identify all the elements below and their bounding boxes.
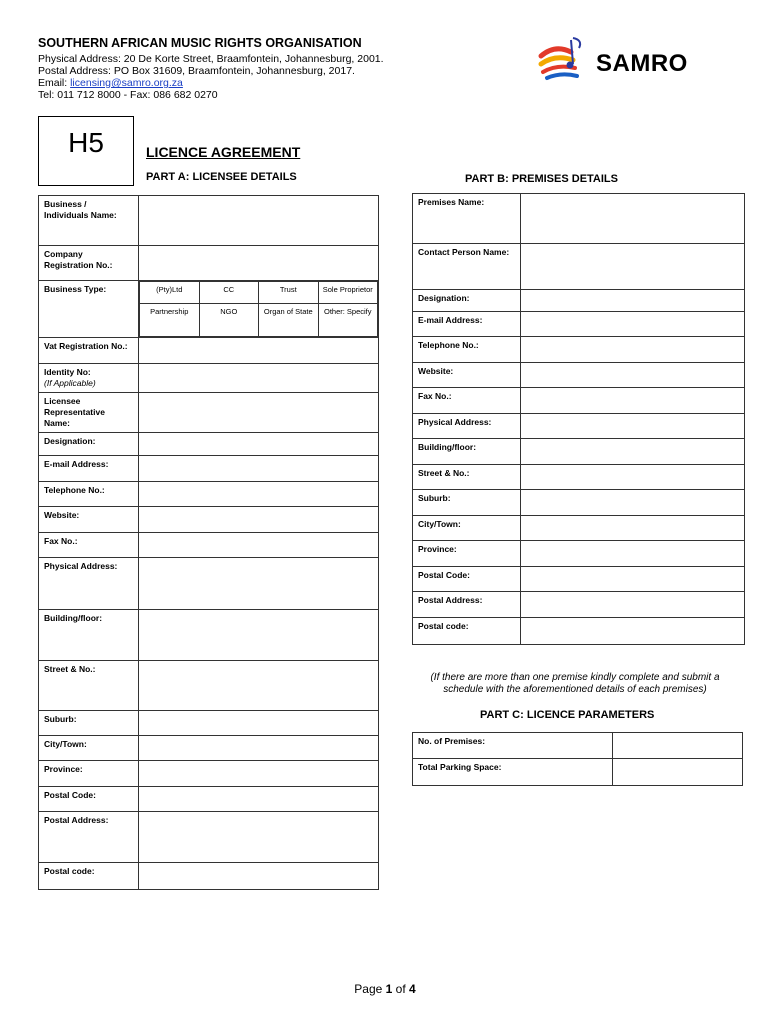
designation-label-b: Designation: [413, 290, 521, 312]
designation-field-b[interactable] [521, 290, 745, 312]
email-link[interactable]: licensing@samro.org.za [70, 77, 183, 89]
company-reg-label: Company Registration No.: [39, 246, 139, 281]
postal-code2-field-b[interactable] [521, 618, 745, 645]
type-option-other[interactable]: Other: Specify [318, 304, 378, 337]
type-option-trust[interactable]: Trust [259, 282, 319, 304]
street-field-b[interactable] [521, 465, 745, 490]
identity-label-text: Identity No: [44, 367, 91, 377]
part-c-heading: PART C: LICENCE PARAMETERS [480, 709, 655, 721]
vat-field[interactable] [139, 338, 379, 364]
postal-address-label-a: Postal Address: [39, 812, 139, 863]
type-option-ngo[interactable]: NGO [199, 304, 259, 337]
email-label: Email: [38, 77, 71, 89]
type-option-cc[interactable]: CC [199, 282, 259, 304]
contact-person-field[interactable] [521, 244, 745, 290]
postal-code2-label-b: Postal code: [413, 618, 521, 645]
part-b-heading: PART B: PREMISES DETAILS [465, 173, 618, 185]
website-label-a: Website: [39, 507, 139, 533]
business-type-label: Business Type: [39, 281, 139, 338]
website-field-a[interactable] [139, 507, 379, 533]
street-field-a[interactable] [139, 661, 379, 711]
part-a-heading: PART A: LICENSEE DETAILS [146, 171, 297, 183]
parking-field[interactable] [613, 759, 743, 786]
province-field-b[interactable] [521, 541, 745, 567]
type-option-partnership[interactable]: Partnership [140, 304, 200, 337]
telephone-label-b: Telephone No.: [413, 337, 521, 363]
licence-parameters-table [412, 732, 743, 786]
postal-address-field-a[interactable] [139, 812, 379, 863]
website-field-b[interactable] [521, 363, 745, 388]
premises-name-field[interactable] [521, 194, 745, 244]
province-label-a: Province: [39, 761, 139, 787]
type-option-sole-proprietor[interactable]: Sole Proprietor [318, 282, 378, 304]
designation-label: Designation: [39, 433, 139, 456]
email-label-a: E-mail Address: [39, 456, 139, 482]
suburb-label-a: Suburb: [39, 711, 139, 736]
premises-count-field[interactable] [613, 733, 743, 759]
physical-address-label-a: Physical Address: [39, 558, 139, 610]
company-reg-field[interactable] [139, 246, 379, 281]
org-name: SOUTHERN AFRICAN MUSIC RIGHTS ORGANISATION [38, 36, 362, 50]
tel-fax-line: Tel: 011 712 8000 - Fax: 086 682 0270 [38, 89, 218, 101]
contact-person-label: Contact Person Name: [413, 244, 521, 290]
email-label-b: E-mail Address: [413, 312, 521, 337]
website-label-b: Website: [413, 363, 521, 388]
form-code-box: H5 [38, 116, 134, 186]
suburb-label-b: Suburb: [413, 490, 521, 516]
postal-address-field-b[interactable] [521, 592, 745, 618]
premises-details-table [412, 193, 745, 645]
telephone-field-a[interactable] [139, 482, 379, 507]
email-field-a[interactable] [139, 456, 379, 482]
page-indicator [0, 982, 770, 996]
premises-count-label: No. of Premises: [413, 733, 613, 759]
physical-address-field-a[interactable] [139, 558, 379, 610]
business-type-options [139, 281, 379, 338]
building-label-b: Building/floor: [413, 439, 521, 465]
telephone-label-a: Telephone No.: [39, 482, 139, 507]
postal-code-field-a[interactable] [139, 787, 379, 812]
page-word: Page [354, 982, 386, 996]
fax-label-a: Fax No.: [39, 533, 139, 558]
business-name-label: Business / Individuals Name: [39, 196, 139, 246]
building-label-a: Building/floor: [39, 610, 139, 661]
city-field-a[interactable] [139, 736, 379, 761]
city-label-b: City/Town: [413, 516, 521, 541]
identity-label [39, 364, 139, 393]
type-option-organ-of-state[interactable]: Organ of State [259, 304, 319, 337]
parking-label: Total Parking Space: [413, 759, 613, 786]
street-label-b: Street & No.: [413, 465, 521, 490]
logo-text: SAMRO [596, 50, 688, 77]
postal-code-field-b[interactable] [521, 567, 745, 592]
telephone-field-b[interactable] [521, 337, 745, 363]
city-field-b[interactable] [521, 516, 745, 541]
postal-code2-label-a: Postal code: [39, 863, 139, 890]
document-title: LICENCE AGREEMENT [146, 144, 301, 160]
type-option-pty[interactable]: (Pty)Ltd [140, 282, 200, 304]
physical-address-label-b: Physical Address: [413, 414, 521, 439]
postal-code2-field-a[interactable] [139, 863, 379, 890]
fax-field-b[interactable] [521, 388, 745, 414]
building-field-b[interactable] [521, 439, 745, 465]
multiple-premises-note: (If there are more than one premise kindly complete and submit a schedule with the aforementioned details of each premises) [430, 672, 720, 695]
postal-address-label-b: Postal Address: [413, 592, 521, 618]
email-line [38, 77, 183, 89]
licensee-details-table [38, 195, 379, 890]
physical-address-field-b[interactable] [521, 414, 745, 439]
postal-code-label-b: Postal Code: [413, 567, 521, 592]
identity-field[interactable] [139, 364, 379, 393]
building-field-a[interactable] [139, 610, 379, 661]
suburb-field-a[interactable] [139, 711, 379, 736]
province-field-a[interactable] [139, 761, 379, 787]
page-total: 4 [409, 982, 416, 996]
rep-name-field[interactable] [139, 393, 379, 433]
postal-address-line: Postal Address: PO Box 31609, Braamfontein, Johannesburg, 2017. [38, 65, 355, 77]
postal-code-label-a: Postal Code: [39, 787, 139, 812]
street-label-a: Street & No.: [39, 661, 139, 711]
fax-field-a[interactable] [139, 533, 379, 558]
premises-name-label: Premises Name: [413, 194, 521, 244]
city-label-a: City/Town: [39, 736, 139, 761]
business-name-field[interactable] [139, 196, 379, 246]
rep-name-label: Licensee Representative Name: [39, 393, 139, 433]
of-word: of [392, 982, 410, 996]
province-label-b: Province: [413, 541, 521, 567]
suburb-field-b[interactable] [521, 490, 745, 516]
page-number: 1 [385, 982, 393, 996]
vat-label: Vat Registration No.: [39, 338, 139, 364]
identity-note: (If Applicable) [44, 378, 96, 388]
designation-field[interactable] [139, 433, 379, 456]
fax-label-b: Fax No.: [413, 388, 521, 414]
email-field-b[interactable] [521, 312, 745, 337]
physical-address-line: Physical Address: 20 De Korte Street, Braamfontein, Johannesburg, 2001. [38, 53, 384, 65]
